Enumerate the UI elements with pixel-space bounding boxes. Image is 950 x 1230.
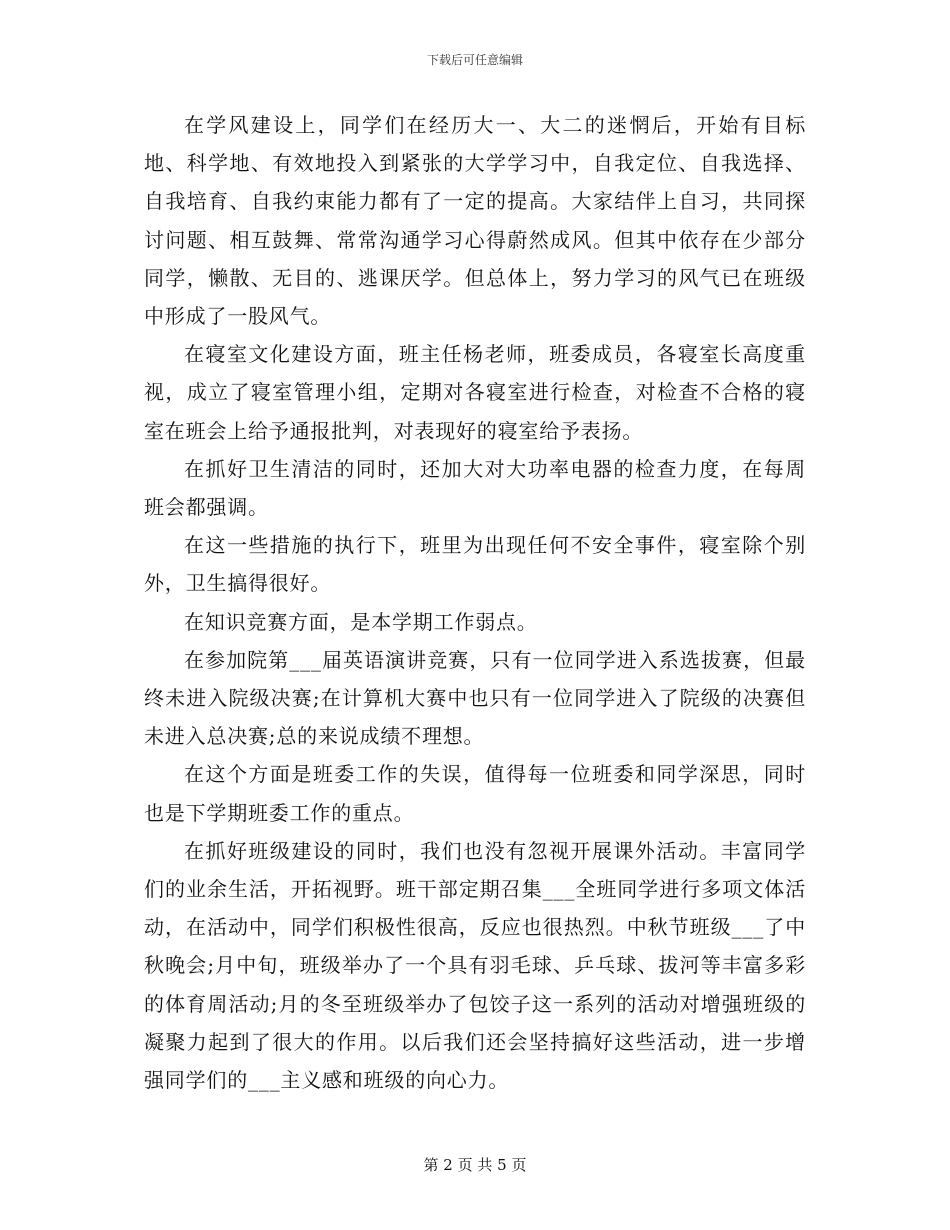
paragraph-dorm-culture: 在寝室文化建设方面，班主任杨老师，班委成员，各寝室长高度重视，成立了寝室管理小组，定期对各寝室进行检查，对检查不合格的寝室在班会上给予通报批判，对表现好的寝室给予表扬。 xyxy=(144,342,806,443)
paragraph-study-style: 在学风建设上，同学们在经历大一、大二的迷惘后，开始有目标地、科学地、有效地投入到紧张的大学学习中，自我定位、自我选择、自我培育、自我约束能力都有了一定的提高。大家结伴上自习，共同探讨问题、相互鼓舞、常常沟通学习心得蔚然成风。但其中依存在少部分同学，懒散、无目的、逃课厌学。但总体上，努力学习的风气已在班级中形成了一股风气。 xyxy=(144,113,806,329)
paragraph-competition: 在知识竞赛方面，是本学期工作弱点。 xyxy=(184,609,538,634)
page-header: 下载后可任意编辑 xyxy=(426,53,523,67)
page-footer: 第 2 页 共 5 页 xyxy=(423,1156,527,1174)
document-body xyxy=(144,106,806,1099)
paragraph-activities: 在抓好班级建设的同时，我们也没有忽视开展课外活动。丰富同学们的业余生活，开拓视野。班干部定期召集___全班同学进行多项文体活动，在活动中，同学们积极性很高，反应也很热烈。中秋节班级___了中秋晚会;月中旬，班级举办了一个具有羽毛球、乒乓球、拔河等丰富多彩的体育周活动;月的冬至班级举办了包饺子这一系列的活动对增强班级的凝聚力起到了很大的作用。以后我们还会坚持搞好这些活动，进一步增强同学们的___主义感和班级的向心力。 xyxy=(144,838,806,1093)
paragraph-safety: 在这一些措施的执行下，班里为出现任何不安全事件，寝室除个别外，卫生搞得很好。 xyxy=(144,533,806,596)
paragraph-hygiene: 在抓好卫生清洁的同时，还加大对大功率电器的检查力度，在每周班会都强调。 xyxy=(144,456,806,520)
paragraph-contest-results: 在参加院第___届英语演讲竞赛，只有一位同学进入系选拔赛，但最终未进入院级决赛;在计算机大赛中也只有一位同学进入了院级的决赛但未进入总决赛;总的来说成绩不理想。 xyxy=(144,647,806,749)
paragraph-reflection: 在这个方面是班委工作的失误，值得每一位班委和同学深思，同时也是下学期班委工作的重点。 xyxy=(144,762,806,825)
